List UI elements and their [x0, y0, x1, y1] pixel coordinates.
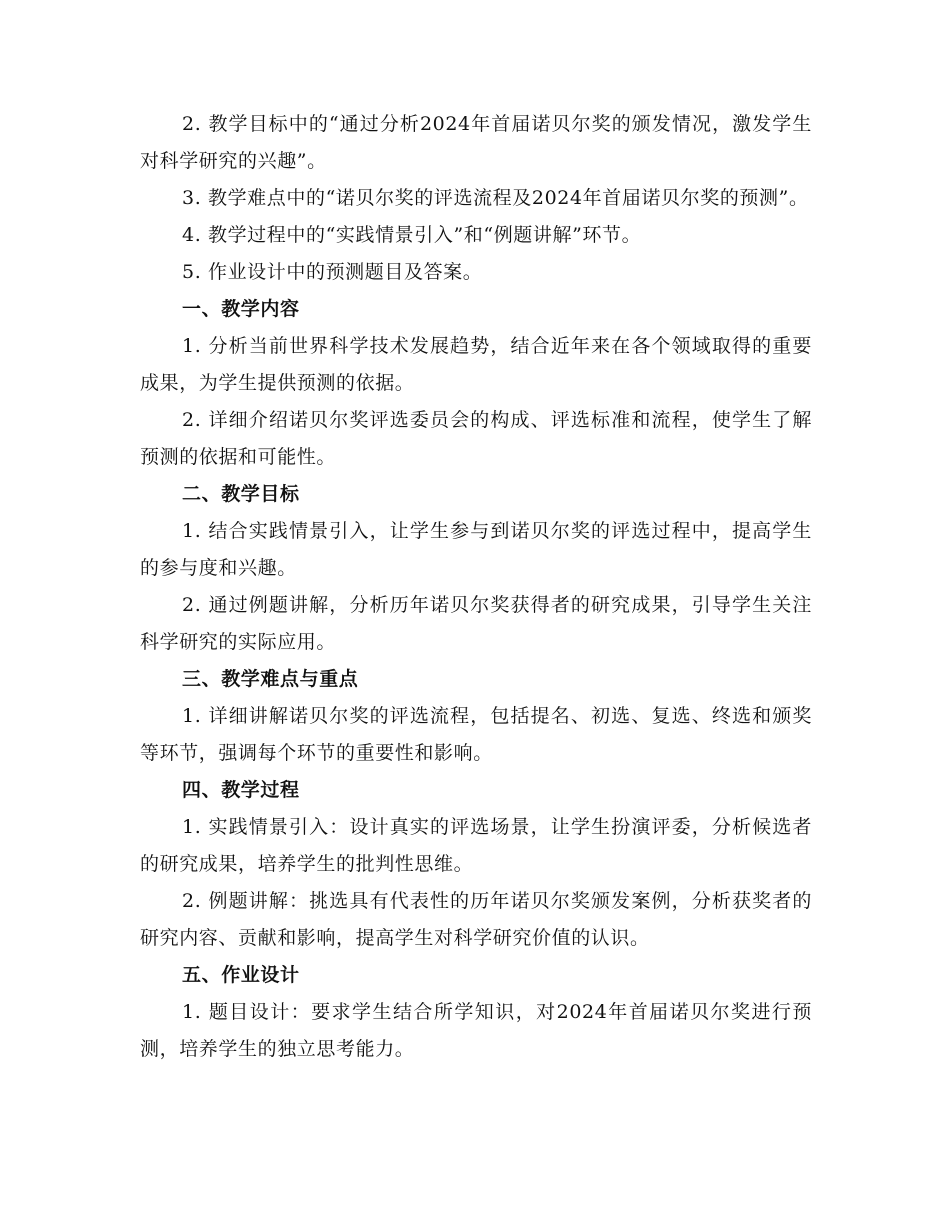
- paragraph-difficulties-1: 1. 详细讲解诺贝尔奖的评选流程，包括提名、初选、复选、终选和颁奖等环节，强调每个环节的重要性和影响。: [140, 705, 812, 764]
- section-heading-process: 四、教学过程: [182, 779, 300, 801]
- document-page: [140, 106, 812, 1068]
- section-heading-objectives: 二、教学目标: [182, 483, 300, 505]
- section-heading-homework: 五、作业设计: [182, 964, 300, 986]
- paragraph-objectives-2: 2. 通过例题讲解，分析历年诺贝尔奖获得者的研究成果，引导学生关注科学研究的实际应用。: [140, 594, 812, 653]
- paragraph-process-1: 1. 实践情景引入：设计真实的评选场景，让学生扮演评委，分析候选者的研究成果，培养学生的批判性思维。: [140, 816, 812, 875]
- paragraph-process-note: 4. 教学过程中的“实践情景引入”和“例题讲解”环节。: [182, 224, 642, 246]
- paragraph-content-2: 2. 详细介绍诺贝尔奖评选委员会的构成、评选标准和流程，使学生了解预测的依据和可能性。: [140, 409, 812, 468]
- paragraph-process-2: 2. 例题讲解：挑选具有代表性的历年诺贝尔奖颁发案例，分析获奖者的研究内容、贡献和影响，提高学生对科学研究价值的认识。: [140, 890, 812, 949]
- paragraph-content-1: 1. 分析当前世界科学技术发展趋势，结合近年来在各个领域取得的重要成果，为学生提供预测的依据。: [140, 335, 812, 394]
- paragraph-homework-1: 1. 题目设计：要求学生结合所学知识，对2024年首届诺贝尔奖进行预测，培养学生的独立思考能力。: [140, 1001, 812, 1060]
- paragraph-objectives-1: 1. 结合实践情景引入，让学生参与到诺贝尔奖的评选过程中，提高学生的参与度和兴趣。: [140, 520, 812, 579]
- paragraph-homework-note: 5. 作业设计中的预测题目及答案。: [182, 261, 483, 283]
- section-heading-difficulties: 三、教学难点与重点: [182, 668, 359, 690]
- section-heading-content: 一、教学内容: [182, 298, 300, 320]
- paragraph-difficulty-note: 3. 教学难点中的“诺贝尔奖的评选流程及2024年首届诺贝尔奖的预测”。: [182, 187, 809, 209]
- paragraph-objective-note: 2. 教学目标中的“通过分析2024年首届诺贝尔奖的颁发情况，激发学生对科学研究的兴趣”。: [140, 113, 812, 172]
